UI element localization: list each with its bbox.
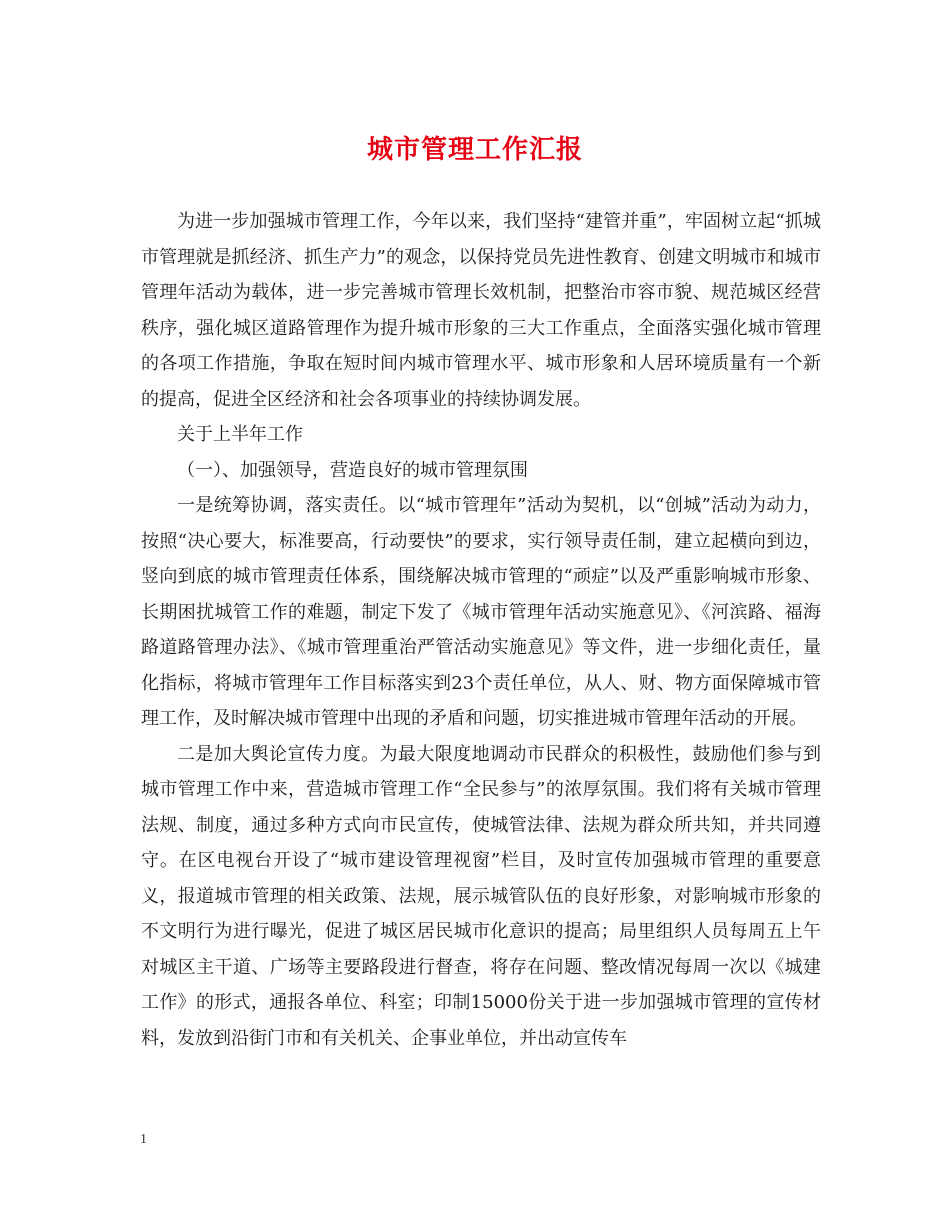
document-body (141, 204, 821, 1056)
document-title: 城市管理工作汇报 (366, 135, 583, 165)
intro-paragraph: 为进一步加强城市管理工作，今年以来，我们坚持“建管并重”，牢固树立起“抓城市管理就是抓经济、抓生产力”的观念，以保持党员先进性教育、创建文明城市和城市管理年活动为载体，进一步完善城市管理长效机制，把整治市容市貌、规范城区经营秩序，强化城区道路管理作为提升城市形象的三大工作重点，全面落实强化城市管理的各项工作措施，争取在短时间内城市管理水平、城市形象和人居环境质量有一个新的提高，促进全区经济和社会各项事业的持续协调发展。 (141, 211, 821, 410)
section-heading: 关于上半年工作 (177, 424, 303, 445)
subsection-heading: （一）、加强领导，营造良好的城市管理氛围 (177, 459, 528, 481)
page-number: 1 (140, 1132, 147, 1147)
body-paragraph: 一是统筹协调，落实责任。以“城市管理年”活动为契机，以“创城”活动为动力，按照“决心要大，标准要高，行动要快”的要求，实行领导责任制，建立起横向到边，竖向到底的城市管理责任体系，围绕解决城市管理的“顽症”以及严重影响城市形象、长期困扰城管工作的难题，制定下发了《城市管理年活动实施意见》、《河滨路、福海路道路管理办法》、《城市管理重治严管活动实施意见》等文件，进一步细化责任，量化指标，将城市管理年工作目标落实到23个责任单位，从人、财、物方面保障城市管理工作，及时解决城市管理中出现的矛盾和问题，切实推进城市管理年活动的开展。 (141, 495, 821, 729)
body-paragraph: 二是加大舆论宣传力度。为最大限度地调动市民群众的积极性，鼓励他们参与到城市管理工作中来，营造城市管理工作“全民参与”的浓厚氛围。我们将有关城市管理法规、制度，通过多种方式向市民宣传，使城管法律、法规为群众所共知，并共同遵守。在区电视台开设了“城市建设管理视窗”栏目，及时宣传加强城市管理的重要意义，报道城市管理的相关政策、法规，展示城管队伍的良好形象，对影响城市形象的不文明行为进行曝光，促进了城区居民城市化意识的提高；局里组织人员每周五上午对城区主干道、广场等主要路段进行督查，将存在问题、整改情况每周一次以《城建工作》的形式，通报各单位、科室；印制15000份关于进一步加强城市管理的宣传材料，发放到沿街门市和有关机关、企事业单位，并出动宣传车 (141, 743, 821, 1049)
